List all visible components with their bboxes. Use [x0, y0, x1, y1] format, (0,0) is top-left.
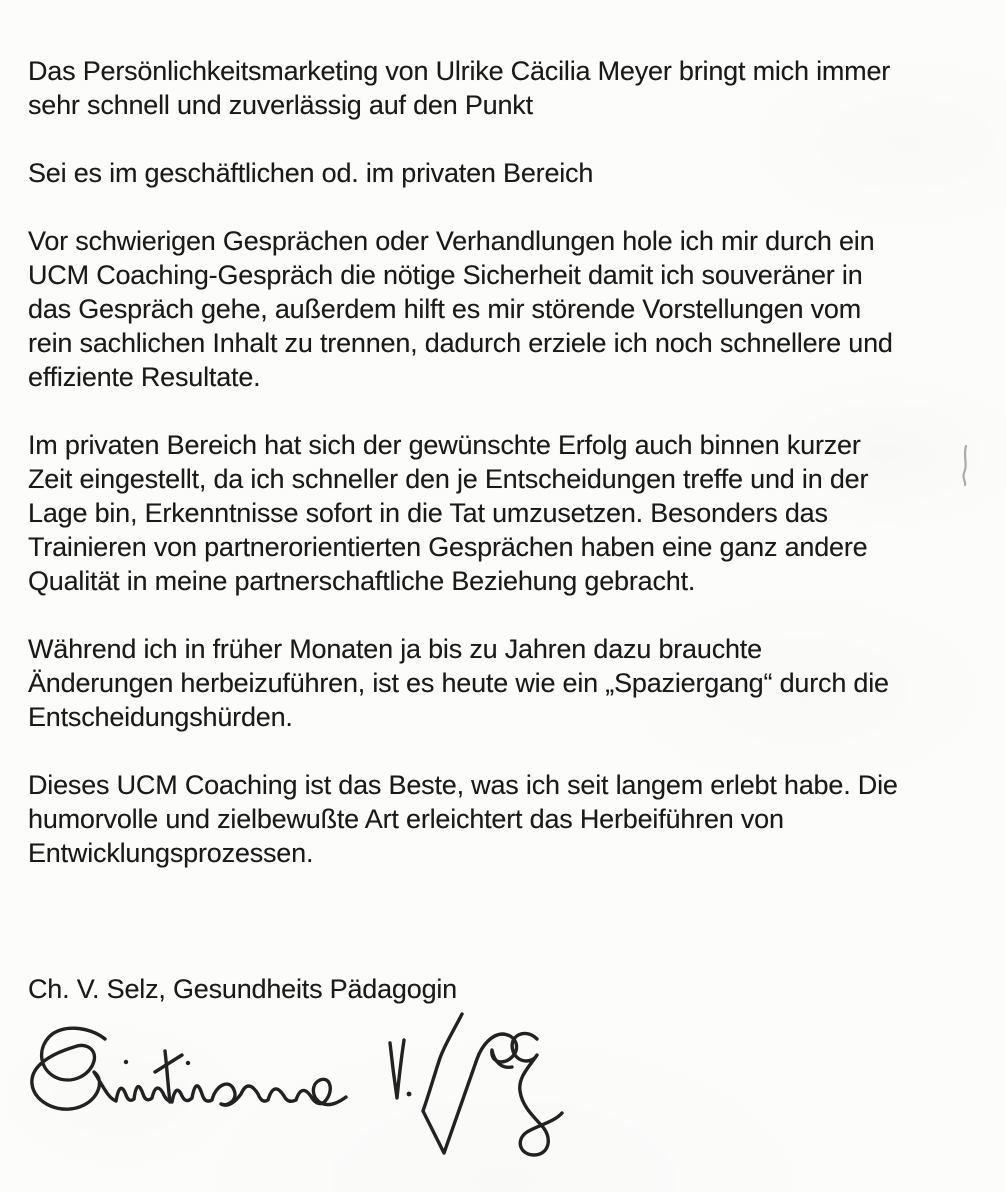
text-line: Zeit eingestellt, da ich schneller den je Entscheidungen treffe und in der [28, 464, 869, 494]
signature-stroke-t [165, 1051, 170, 1102]
signature-i-dot [186, 1061, 190, 1065]
text-line: Entscheidungshürden. [28, 702, 293, 732]
text-line: Entwicklungsprozessen. [28, 838, 314, 868]
text-line: Trainieren von partnerorientierten Gesprächen haben eine ganz andere [28, 532, 868, 562]
paragraph [28, 156, 1006, 190]
paragraph [28, 54, 1006, 122]
paragraph [28, 632, 1006, 734]
text-line: sehr schnell und zuverlässig auf den Punkt [28, 90, 533, 120]
signature-stroke-selz-1 [423, 1014, 517, 1153]
text-line: rein sachlichen Inhalt zu trennen, dadurch erziele ich noch schnellere und [28, 328, 893, 358]
paragraph [28, 768, 1006, 870]
text-line: Lage bin, Erkenntnisse sofort in die Tat umzusetzen. Besonders das [28, 498, 828, 528]
handwritten-signature [15, 1006, 615, 1191]
signature-stroke-selz-2 [512, 1033, 562, 1155]
text-line: Änderungen herbeizuführen, ist es heute wie ein „Spaziergang“ durch die [28, 668, 889, 698]
text-line: effiziente Resultate. [28, 362, 261, 392]
signature-block [28, 972, 1006, 1006]
signature-name-line: Ch. V. Selz, Gesundheits Pädagogin [28, 974, 457, 1004]
signature-stroke-christiane [32, 1028, 346, 1109]
text-line: Sei es im geschäftlichen od. im privaten Bereich [28, 158, 594, 188]
text-line: Während ich in früher Monaten ja bis zu Jahren dazu brauchte [28, 634, 762, 664]
paragraph [28, 224, 1006, 394]
text-line: das Gespräch gehe, außerdem hilft es mir störende Vorstellungen vom [28, 294, 862, 324]
text-line: Vor schwierigen Gesprächen oder Verhandlungen hole ich mir durch ein [28, 226, 875, 256]
text-line: Qualität in meine partnerschaftliche Beziehung gebracht. [28, 566, 696, 596]
text-line: humorvolle und zielbewußte Art erleichtert das Herbeiführen von [28, 804, 784, 834]
signature-i-dot [124, 1060, 128, 1064]
signature-period-dot [407, 1092, 412, 1097]
paragraph [28, 428, 1006, 598]
text-line: Das Persönlichkeitsmarketing von Ulrike Cäcilia Meyer bringt mich immer [28, 56, 891, 86]
signature-stroke-v [390, 1040, 404, 1098]
text-line: Im privaten Bereich hat sich der gewünschte Erfolg auch binnen kurzer [28, 430, 861, 460]
text-line: UCM Coaching-Gespräch die nötige Sicherheit damit ich souveräner in [28, 260, 863, 290]
text-line: Dieses UCM Coaching ist das Beste, was ich seit langem erlebt habe. Die [28, 770, 898, 800]
